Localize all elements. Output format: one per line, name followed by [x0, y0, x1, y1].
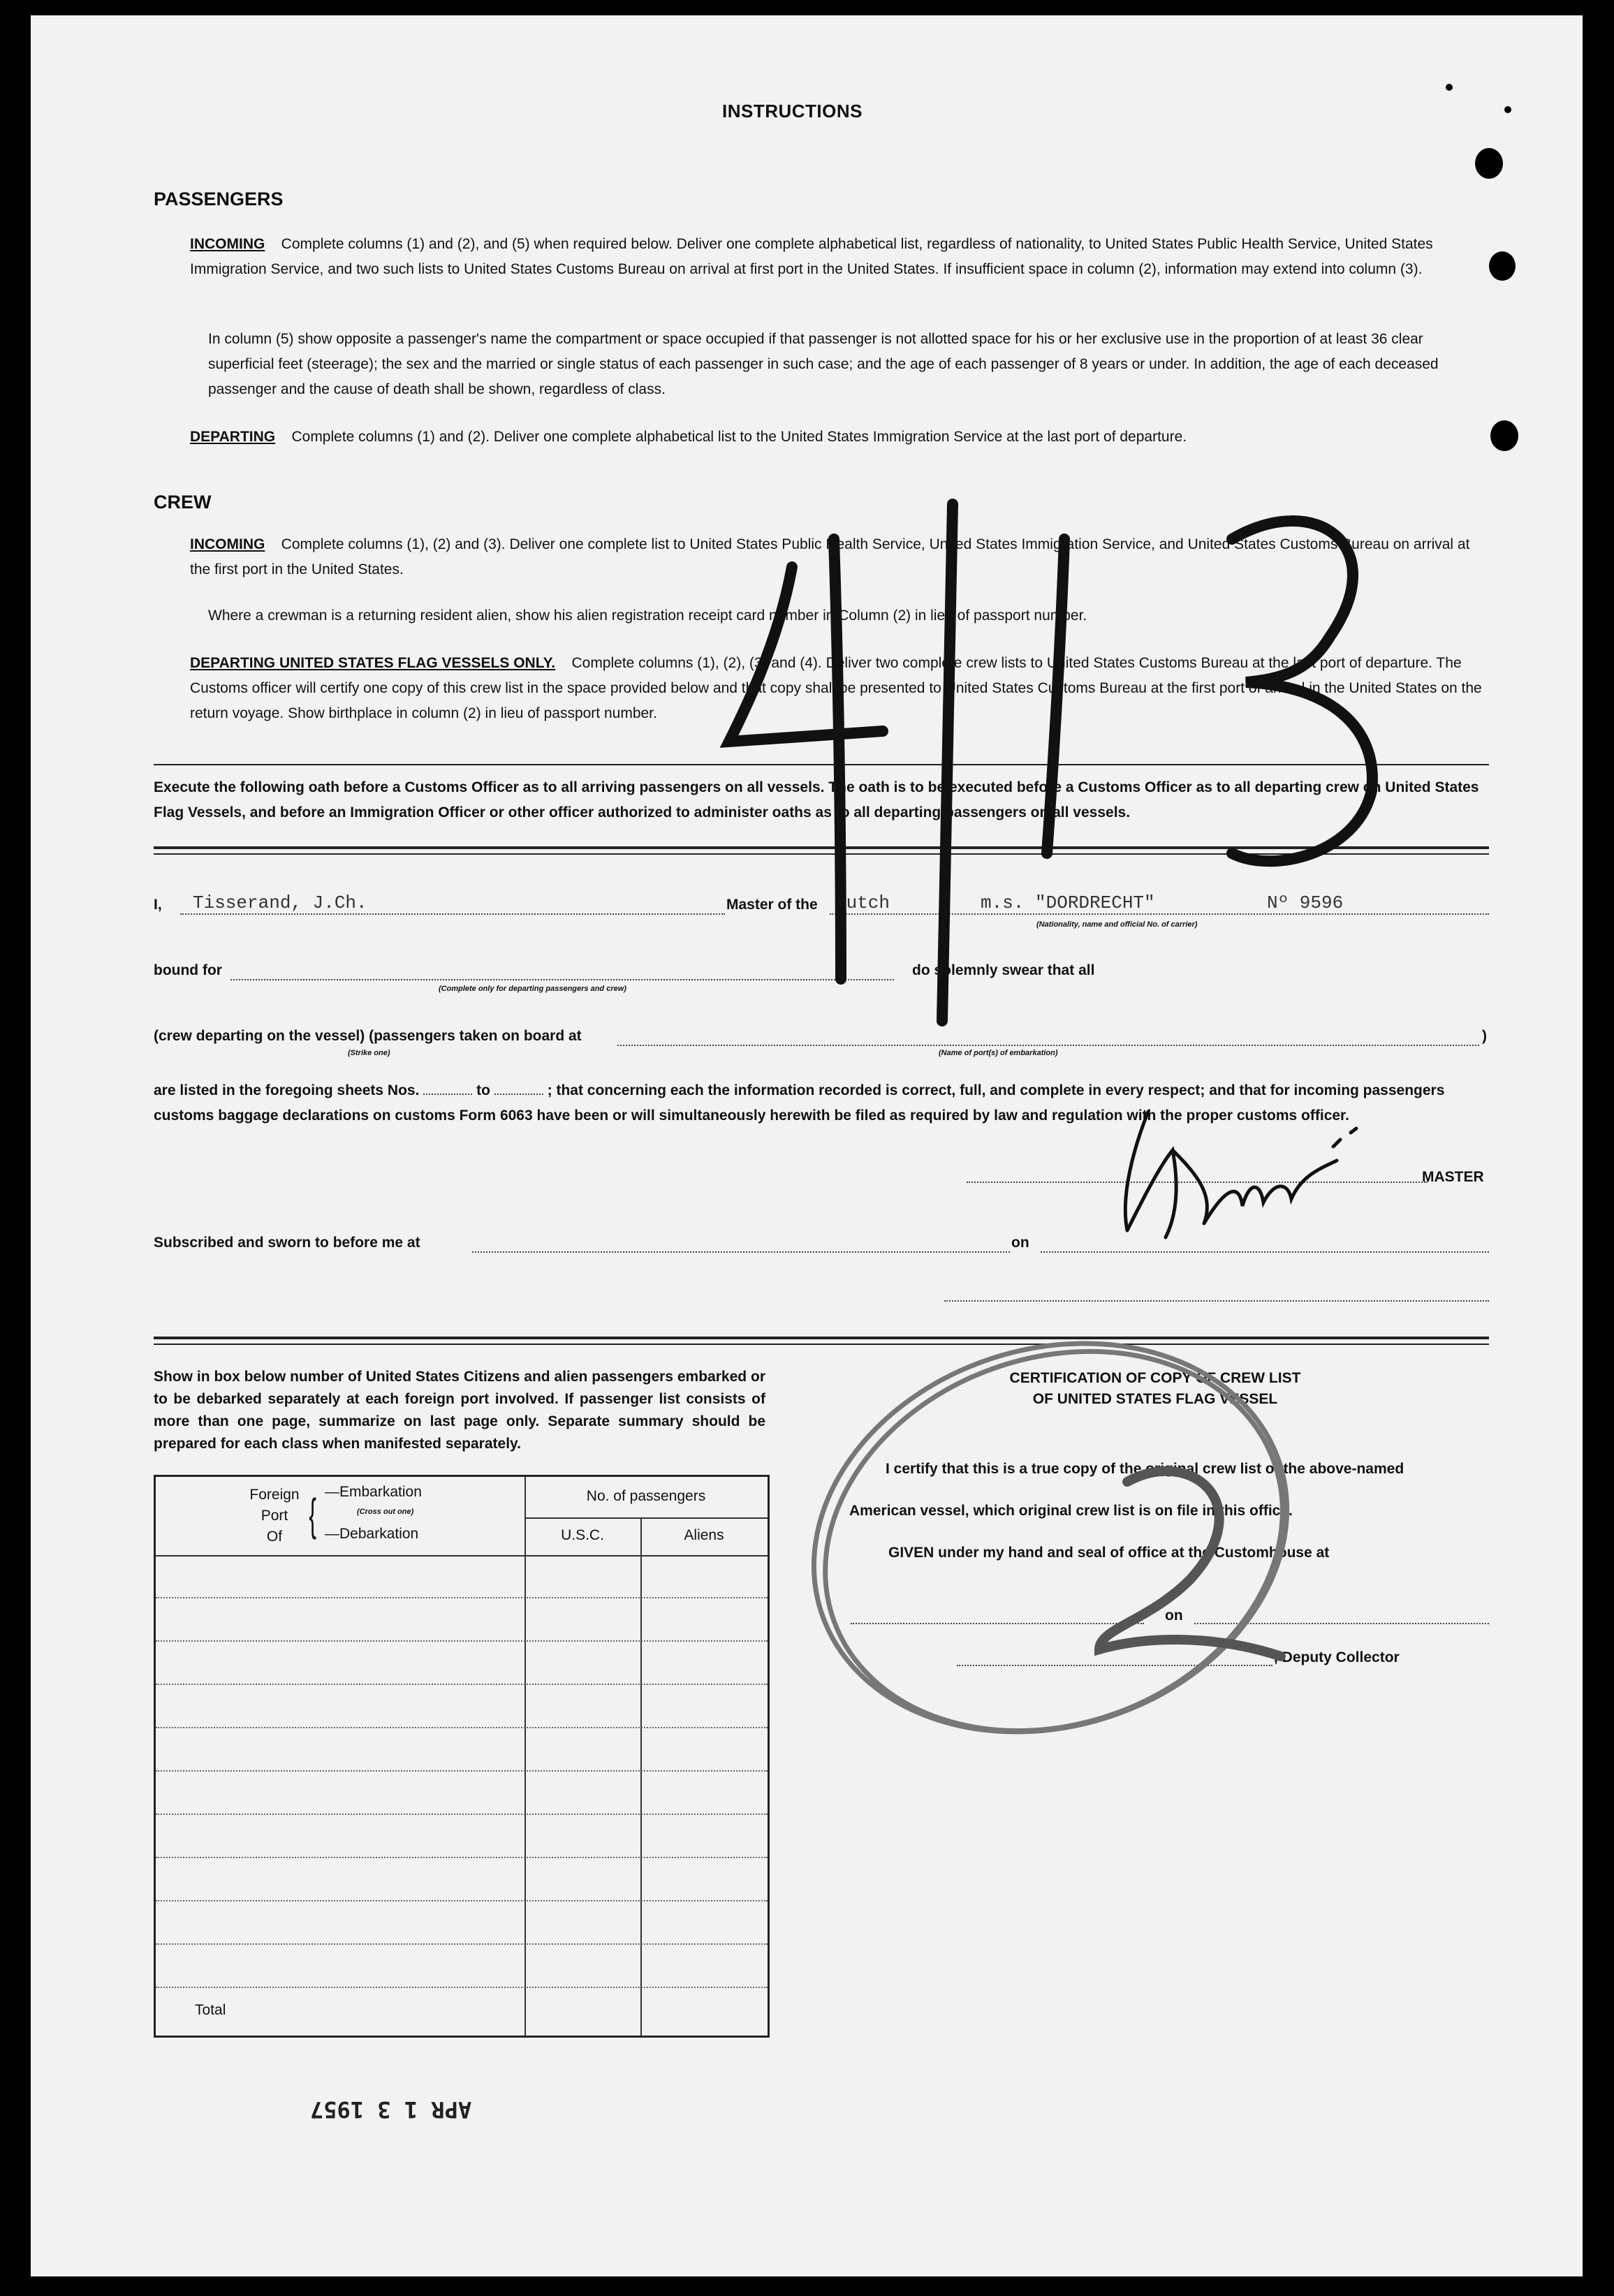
vessel-official-no: Nº 9596: [1267, 892, 1344, 913]
passengers-heading: PASSENGERS: [154, 189, 284, 209]
strike-note: (Strike one): [348, 1049, 390, 1057]
crew-heading: CREW: [154, 492, 212, 513]
passengers-departing-text: Complete columns (1) and (2). Deliver one complete alphabetical list to the United States Immigration Service at the last port of departure.: [291, 429, 1187, 445]
brace: {: [309, 1489, 317, 1540]
cert-text-2: American vessel, which original crew list is on file in this office.: [849, 1503, 1293, 1519]
punch-hole: [1489, 251, 1516, 281]
master-name-line: [180, 913, 725, 915]
master-of-label: Master of the: [726, 897, 818, 913]
col-port: Port: [261, 1508, 288, 1524]
col-foreign: Foreign: [249, 1487, 300, 1503]
cert-given: GIVEN under my hand and seal of office at the Customhouse at: [888, 1545, 1330, 1561]
col-usc: U.S.C.: [561, 1527, 604, 1543]
crew-incoming-text: Complete columns (1), (2) and (3). Deliver one complete list to United States Public Health Service, United States Immigration Service, and United States Customs Bureau on arrival at the first port in the United States.: [190, 536, 1470, 577]
crew-resident-text: Where a crewman is a returning resident alien, show his alien registration receipt card number in Column (2) in lieu of passport number.: [208, 608, 1087, 624]
crew-departing-label: DEPARTING UNITED STATES FLAG VESSELS ONLY.: [190, 655, 556, 671]
col-no-passengers: No. of passengers: [586, 1488, 706, 1504]
vessel-nationality: Dutch: [835, 892, 890, 913]
subscribed-label: Subscribed and sworn to before me at: [154, 1235, 420, 1251]
page-title: INSTRUCTIONS: [722, 101, 863, 122]
passenger-summary-table: [154, 1475, 770, 2038]
bound-note: (Complete only for departing passengers and crew): [439, 985, 626, 993]
officer-signature-line: [944, 1300, 1489, 1302]
subscribed-date-line: [1041, 1251, 1489, 1253]
subscribed-place-line: [472, 1251, 1010, 1253]
date-stamp: [310, 2096, 471, 2123]
crew-departing-label: (crew departing on the vessel) (passengers taken on board at: [154, 1028, 582, 1044]
oath-instruction: Execute the following oath before a Customs Officer as to all arriving passengers on all vessels. The oath is to be executed before a Customs Officer as to all departing crew on United States Flag Vessels, and before an Immigration Officer or other officer authorized to administer oaths as to all departing passengers on all vessels.: [154, 779, 1479, 820]
passengers-column5-text: In column (5) show opposite a passenger's name the compartment or space occupied if that passenger is not allotted space for his or her exclusive use in the proportion of at least 36 clear superficial feet (steerage); the sex and the married or single status of each passenger in such case; and the age of each passenger of 8 years or under. In addition, the age of each deceased passenger and the cause of death shall be shown, regardless of class.: [208, 331, 1439, 397]
swear-text: do solemnly swear that all: [912, 962, 1095, 978]
date-stamp-text: APR 1 3 1957: [310, 2096, 472, 2123]
close-paren: ): [1482, 1028, 1487, 1044]
listed-text-2: ; that concerning each the information recorded is correct, full, and complete in every respect; and that for incoming passengers customs baggage declarations on customs Form 6063 have been or will simultaneously herewith be filed as required by law and regulation with the proper customs officer.: [154, 1082, 1445, 1124]
col-of: Of: [266, 1529, 283, 1545]
to-label: to: [476, 1082, 490, 1098]
col-aliens: Aliens: [684, 1527, 724, 1543]
summary-instructions: Show in box below number of United States Citizens and alien passengers embarked or to be debarked separately at each foreign port involved. If passenger list consists of more than one page, summarize on last page only. Separate summary should be prepared for each class when manifested separately.: [154, 1369, 765, 1452]
cert-title-1: CERTIFICATION OF COPY OF CREW LIST: [1009, 1370, 1301, 1386]
cross-out-note: (Cross out one): [357, 1508, 414, 1516]
bound-for-label: bound for: [154, 962, 222, 978]
handwritten-circle: [799, 1328, 1302, 1761]
listed-text-1: are listed in the foregoing sheets Nos.: [154, 1082, 420, 1098]
speck: [1504, 106, 1511, 113]
embarkation-option: —Embarkation: [325, 1484, 422, 1500]
passengers-departing-label: DEPARTING: [190, 429, 276, 445]
passengers-incoming-text: Complete columns (1) and (2), and (5) when required below. Deliver one complete alphabetical list, regardless of nationality, to United States Public Health Service, United States Immigration Service, and two such lists to United States Customs Bureau on arrival at first port in the United States. If insufficient space in column (2), information may extend into column (3).: [190, 236, 1433, 277]
cert-title-2: OF UNITED STATES FLAG VESSEL: [1032, 1391, 1278, 1407]
total-label: Total: [195, 2002, 226, 2018]
debarkation-option: —Debarkation: [325, 1526, 419, 1542]
subscribed-on-label: on: [1011, 1235, 1029, 1251]
cert-text-1: I certify that this is a true copy of the original crew list of the above-named: [886, 1461, 1404, 1477]
carrier-note: (Nationality, name and official No. of carrier): [1036, 920, 1198, 929]
vessel-name: m.s. "DORDRECHT": [981, 892, 1155, 913]
punch-hole: [1475, 148, 1503, 179]
speck: [1446, 84, 1453, 91]
master-name: Tisserand, J.Ch.: [193, 892, 367, 913]
oath-i-label: I,: [154, 897, 162, 913]
handwritten-number: [701, 462, 1414, 1063]
document-page: [31, 15, 1583, 2276]
punch-hole: [1490, 420, 1518, 451]
passengers-incoming-label: INCOMING: [190, 236, 265, 252]
port-note: (Name of port(s) of embarkation): [939, 1049, 1058, 1057]
master-label: MASTER: [1422, 1169, 1484, 1185]
cert-deputy: , Deputy Collector: [1274, 1649, 1400, 1665]
cert-on-label: on: [1165, 1607, 1183, 1624]
crew-departing-text: Complete columns (1), (2), (3) and (4). Deliver two complete crew lists to United States Customs Bureau at the last port of departure. The Customs officer will certify one copy of this crew list in the space provided below and that copy shall be presented to United States Customs Bureau at the first port of arrival in the United States on the return voyage. Show birthplace in column (2) in lieu of passport number.: [190, 655, 1482, 721]
passengers-incoming: [190, 232, 1490, 282]
passengers-departing: [190, 425, 1490, 450]
master-signature: [1092, 1084, 1379, 1251]
crew-incoming-label: INCOMING: [190, 536, 265, 552]
